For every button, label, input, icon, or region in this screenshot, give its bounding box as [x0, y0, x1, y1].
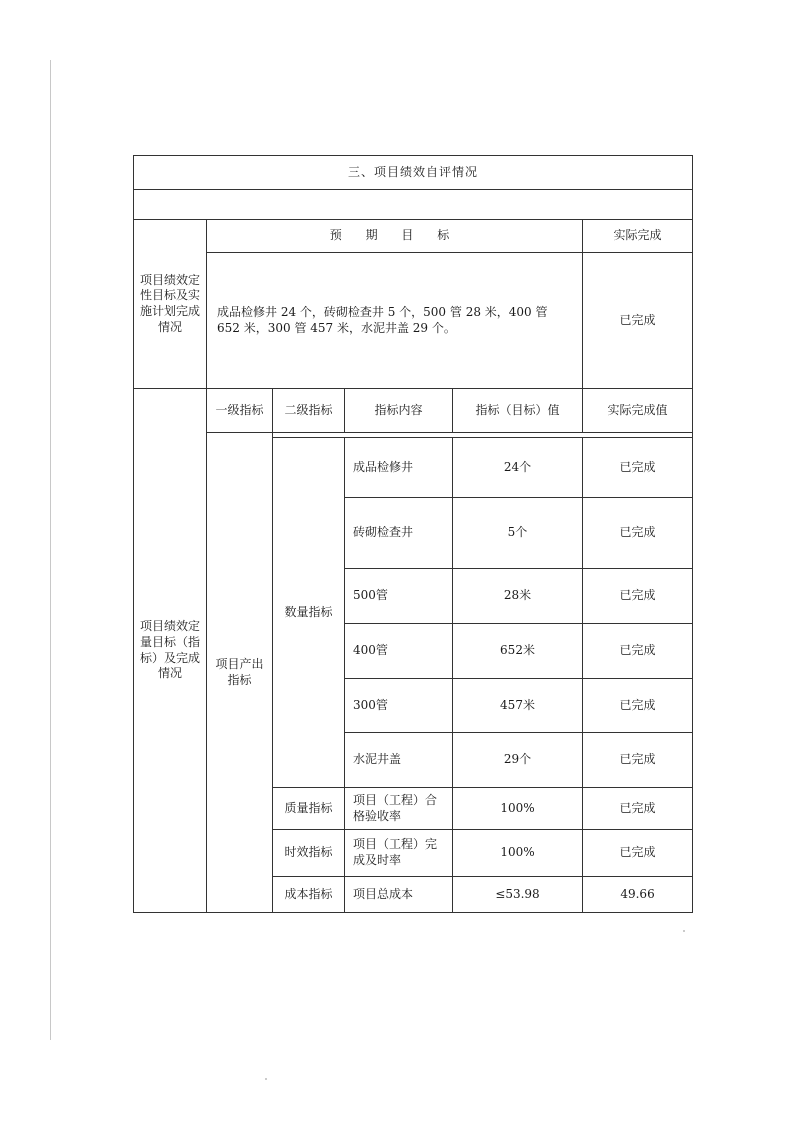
- quantitative-label: 项目绩效定量目标（指标）及完成情况: [134, 389, 207, 913]
- indicator-content: 项目总成本: [345, 877, 453, 913]
- expected-goal-header: 预 期 目 标: [207, 220, 583, 253]
- quantity-indicator: 数量指标: [273, 438, 345, 788]
- indicator-target: 457米: [453, 679, 583, 733]
- header-content: 指标内容: [345, 389, 453, 433]
- scan-speck: [683, 930, 685, 932]
- scan-speck: [265, 1078, 267, 1080]
- indicator-actual: 49.66: [583, 877, 693, 913]
- indicator-content: 300管: [345, 679, 453, 733]
- indicator-target: 100%: [453, 830, 583, 877]
- actual-completion-header: 实际完成: [583, 220, 693, 253]
- indicator-target: 100%: [453, 788, 583, 830]
- indicator-actual: 已完成: [583, 830, 693, 877]
- indicator-content: 400管: [345, 624, 453, 679]
- expected-goal-description: 成品检修井 24 个，砖砌检查井 5 个，500 管 28 米，400 管 652 米，300 管 457 米，水泥井盖 29 个。: [207, 253, 583, 389]
- quantitative-header-row: [134, 389, 693, 433]
- cost-indicator: 成本指标: [273, 877, 345, 913]
- indicator-content: 水泥井盖: [345, 733, 453, 788]
- indicator-actual: 已完成: [583, 733, 693, 788]
- qualitative-header-row: [134, 220, 693, 253]
- qualitative-content-row: [134, 253, 693, 389]
- title-row: [134, 156, 693, 190]
- indicator-content: 项目（工程）完成及时率: [345, 830, 453, 877]
- performance-table: [133, 155, 693, 913]
- qualitative-actual: 已完成: [583, 253, 693, 389]
- header-actual: 实际完成值: [583, 389, 693, 433]
- indicator-content: 项目（工程）合格验收率: [345, 788, 453, 830]
- blank-cell: [134, 190, 693, 220]
- quality-indicator: 质量指标: [273, 788, 345, 830]
- indicator-target: 5个: [453, 498, 583, 569]
- level1-indicator: 项目产出指标: [207, 433, 273, 913]
- indicator-content: 成品检修井: [345, 438, 453, 498]
- indicator-actual: 已完成: [583, 679, 693, 733]
- indicator-target: ≤53.98: [453, 877, 583, 913]
- indicator-content: 500管: [345, 569, 453, 624]
- indicator-actual: 已完成: [583, 498, 693, 569]
- indicator-actual: 已完成: [583, 624, 693, 679]
- indicator-target: 29个: [453, 733, 583, 788]
- header-target: 指标（目标）值: [453, 389, 583, 433]
- indicator-target: 28米: [453, 569, 583, 624]
- indicator-actual: 已完成: [583, 438, 693, 498]
- header-level2: 二级指标: [273, 389, 345, 433]
- indicator-actual: 已完成: [583, 569, 693, 624]
- header-level1: 一级指标: [207, 389, 273, 433]
- blank-row: [134, 190, 693, 220]
- indicator-content: 砖砌检查井: [345, 498, 453, 569]
- page-margin-line: [50, 60, 51, 1040]
- section-title: 三、项目绩效自评情况: [134, 156, 693, 190]
- indicator-target: 24个: [453, 438, 583, 498]
- indicator-target: 652米: [453, 624, 583, 679]
- qualitative-label: 项目绩效定性目标及实施计划完成情况: [134, 220, 207, 389]
- indicator-actual: 已完成: [583, 788, 693, 830]
- timeliness-indicator: 时效指标: [273, 830, 345, 877]
